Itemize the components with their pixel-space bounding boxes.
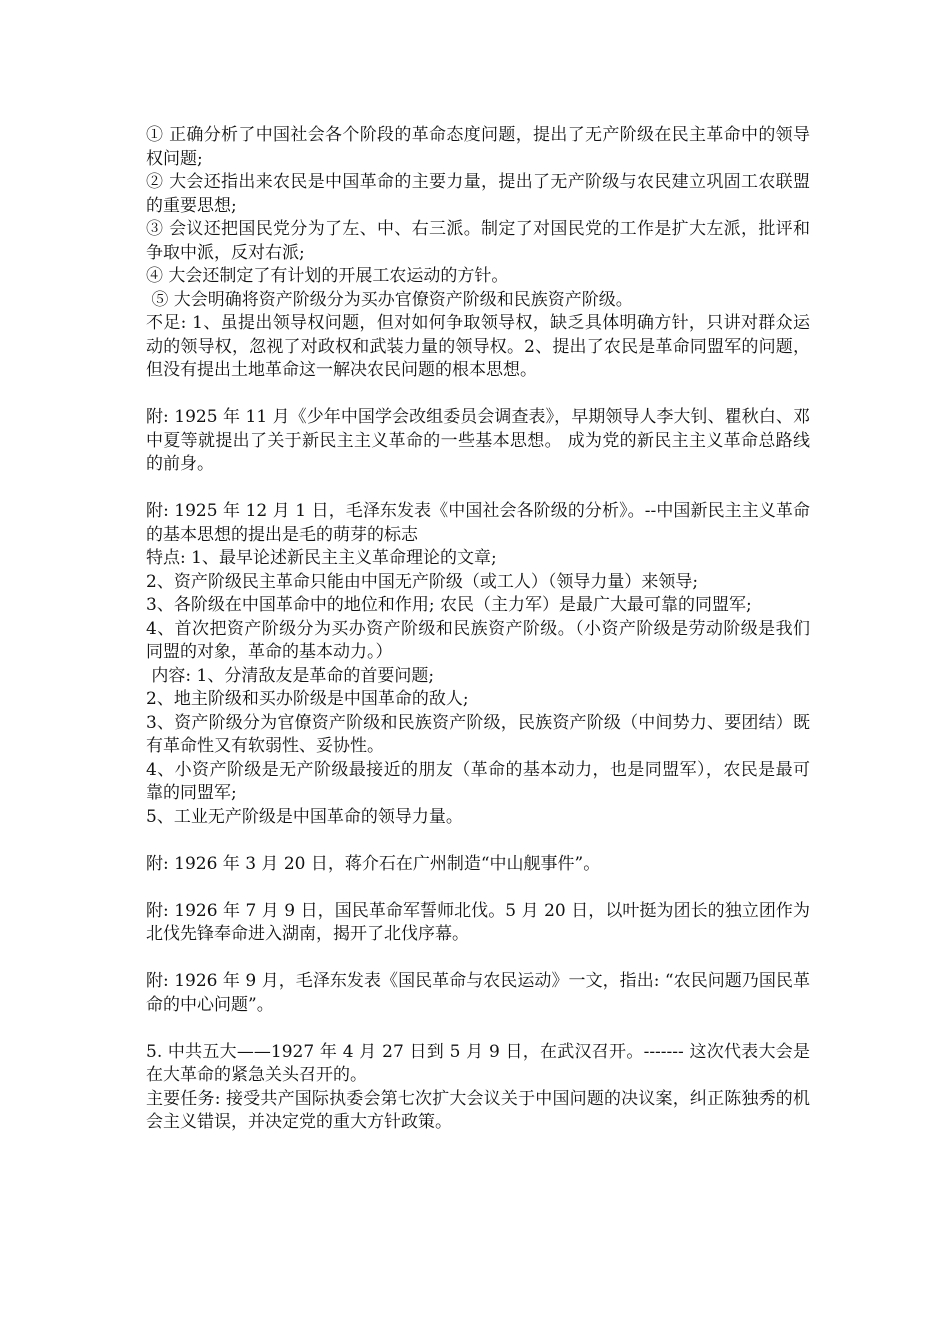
paragraph: 特点: 1、最早论述新民主主义革命理论的文章; <box>146 548 497 568</box>
paragraph: ⑤ 大会明确将资产阶级分为买办官僚资产阶级和民族资产阶级。 <box>146 289 633 310</box>
paragraph: 4、小资产阶级是无产阶级最接近的朋友（革命的基本动力，也是同盟军），农民是最可靠的同盟军; <box>146 759 810 803</box>
paragraph: 不足: 1、虽提出领导权问题，但对如何争取领导权，缺乏具体明确方针，只讲对群众运动的领导权，忽视了对政权和武装力量的领导权。2、提出了农民是革命同盟军的问题，但没有提出土地革命这一解决农民问题的根本思想。 <box>146 313 810 380</box>
paragraph: 4、首次把资产阶级分为买办资产阶级和民族资产阶级。（小资产阶级是劳动阶级是我们同盟的对象，革命的基本动力。） <box>146 618 810 662</box>
paragraph: 附: 1925 年 12 月 1 日，毛泽东发表《中国社会各阶级的分析》。--中国新民主主义革命的基本思想的提出是毛的萌芽的标志 <box>146 501 810 545</box>
blank-line <box>146 383 810 407</box>
paragraph: ② 大会还指出来农民是中国革命的主要力量，提出了无产阶级与农民建立巩固工农联盟的重要思想; <box>146 172 810 216</box>
paragraph: 2、地主阶级和买办阶级是中国革命的敌人; <box>146 689 469 709</box>
paragraph: 附: 1925 年 11 月《少年中国学会改组委员会调查表》，早期领导人李大钊、瞿秋白、邓中夏等就提出了关于新民主主义革命的一些基本思想。 成为党的新民主主义革命总路线的前身。 <box>146 407 810 474</box>
paragraph: 内容: 1、分清敌友是革命的首要问题; <box>146 665 435 686</box>
paragraph: 主要任务: 接受共产国际执委会第七次扩大会议关于中国问题的决议案，纠正陈独秀的机会主义错误，并决定党的重大方针政策。 <box>146 1088 810 1132</box>
blank-line <box>146 876 810 900</box>
paragraph: 5、工业无产阶级是中国革命的领导力量。 <box>146 806 463 827</box>
paragraph: 3、资产阶级分为官僚资产阶级和民族资产阶级，民族资产阶级（中间势力、要团结）既有革命性又有软弱性、妥协性。 <box>146 712 810 756</box>
paragraph: 3、各阶级在中国革命中的地位和作用; 农民（主力军）是最广大最可靠的同盟军; <box>146 595 752 615</box>
paragraph: ③ 会议还把国民党分为了左、中、右三派。制定了对国民党的工作是扩大左派，批评和争取中派，反对右派; <box>146 219 810 263</box>
blank-line <box>146 829 810 853</box>
paragraph: 5. 中共五大——1927 年 4 月 27 日到 5 月 9 日，在武汉召开。------- 这次代表大会是在大革命的紧急关头召开的。 <box>146 1041 810 1085</box>
paragraph: 附: 1926 年 7 月 9 日，国民革命军誓师北伐。5 月 20 日，以叶挺为团长的独立团作为北伐先锋奉命进入湖南，揭开了北伐序幕。 <box>146 900 810 944</box>
paragraph: 2、资产阶级民主革命只能由中国无产阶级（或工人）（领导力量）来领导; <box>146 571 699 592</box>
blank-line <box>146 947 810 971</box>
blank-line <box>146 1017 810 1041</box>
paragraph: 附: 1926 年 9 月，毛泽东发表《国民革命与农民运动》一文，指出: “农民问题乃国民革命的中心问题”。 <box>146 971 810 1015</box>
paragraph: ① 正确分析了中国社会各个阶段的革命态度问题，提出了无产阶级在民主革命中的领导权问题; <box>146 125 810 169</box>
blank-line <box>146 477 810 501</box>
paragraph: ④ 大会还制定了有计划的开展工农运动的方针。 <box>146 266 509 286</box>
document-body <box>146 124 810 1135</box>
paragraph: 附: 1926 年 3 月 20 日，蒋介石在广州制造“中山舰事件”。 <box>146 853 601 874</box>
